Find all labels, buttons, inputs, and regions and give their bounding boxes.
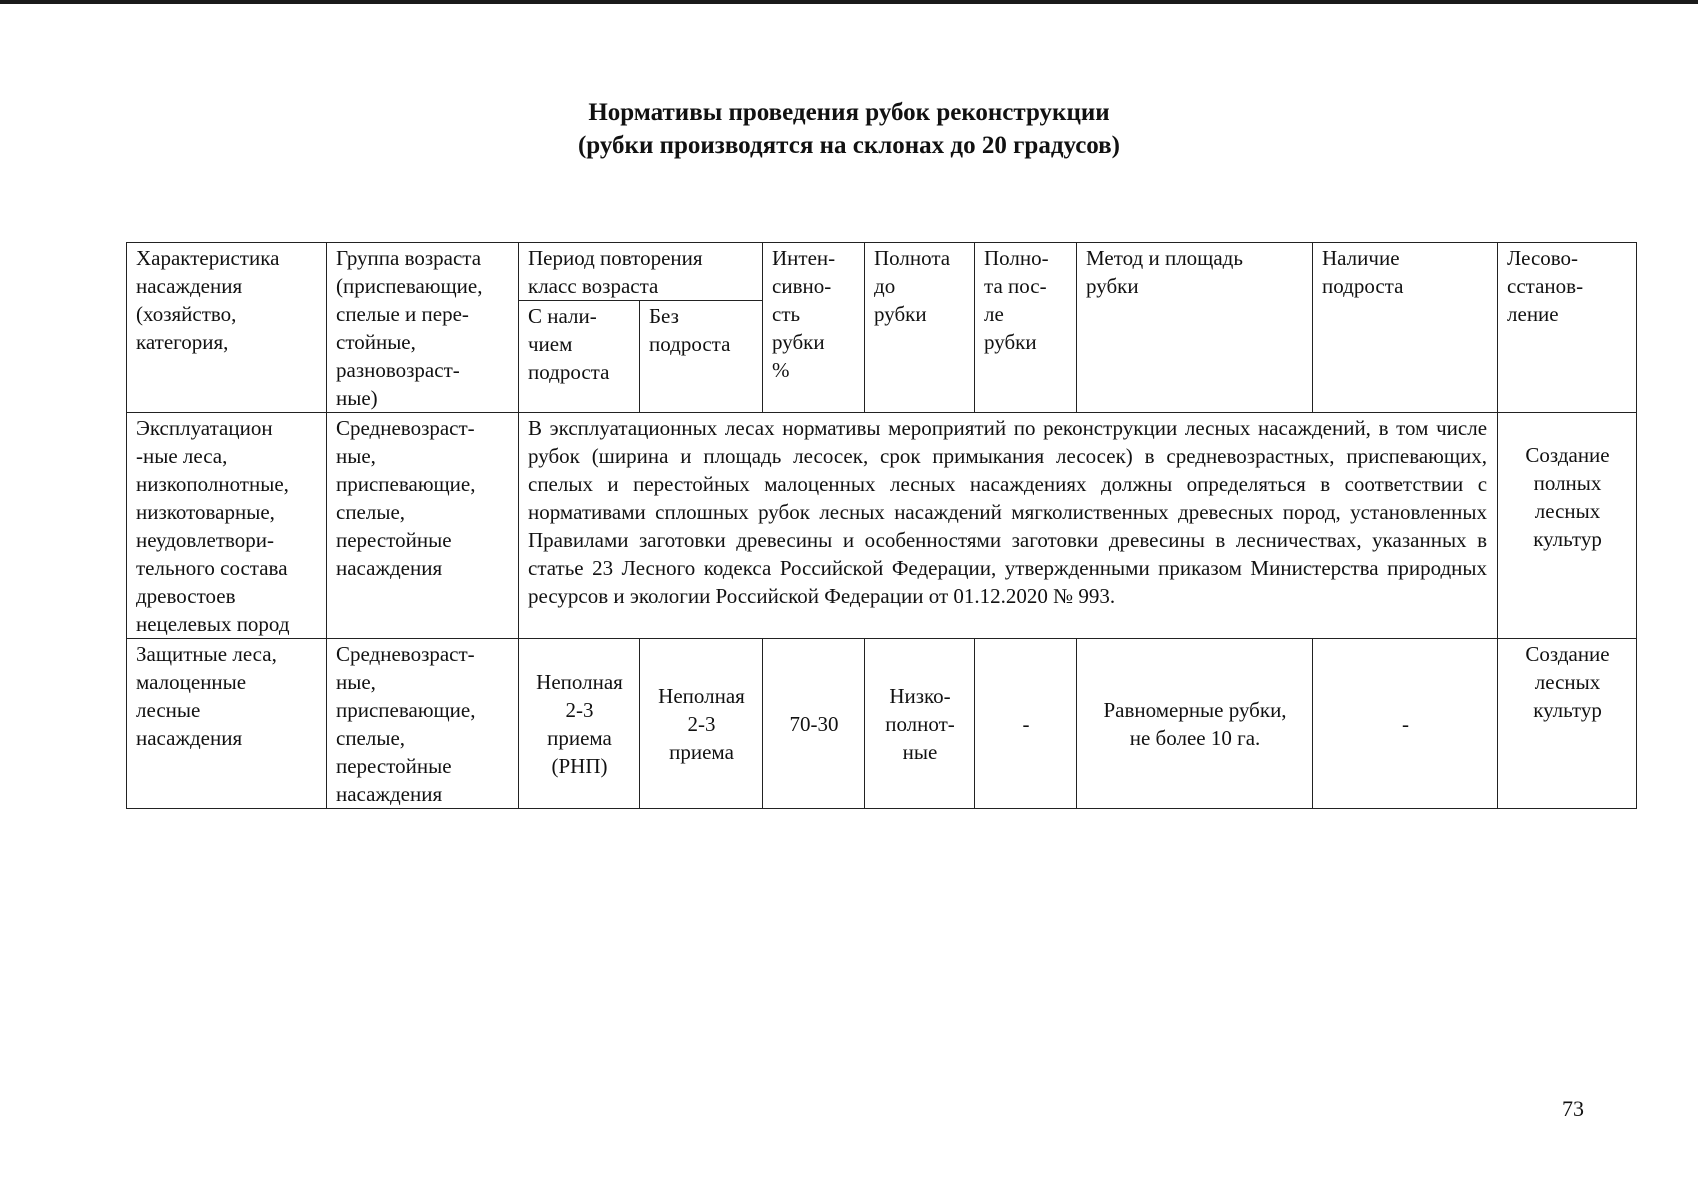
header-reforestation: Лесово- сстанов- ление: [1498, 243, 1637, 413]
header-density-before: Полнота до рубки: [865, 243, 975, 413]
header-age-group: Группа возраста (приспевающие, спелые и пере- стойные, разновозраст- ные): [327, 243, 519, 413]
row2-without-undergrowth: Неполная 2-3 приема: [640, 639, 763, 809]
title-line-1: Нормативы проведения рубок реконструкции: [588, 99, 1110, 126]
row2-density-before: Низко- полнот- ные: [865, 639, 975, 809]
row1-reforestation: Создание полных лесных культур: [1498, 413, 1637, 639]
header-row-1: [127, 243, 1637, 301]
header-without-undergrowth: Без подроста: [640, 301, 763, 413]
header-undergrowth-presence: Наличие подроста: [1313, 243, 1498, 413]
row2-reforestation: Создание лесных культур: [1498, 639, 1637, 809]
row1-characteristic: Эксплуатацион -ные леса, низкополнотные, низкотоварные, неудовлетвори- тельного состава древостоев нецелевых пород: [127, 413, 327, 639]
header-intensity: Интен- сивно- сть рубки %: [763, 243, 865, 413]
norms-table: [126, 242, 1637, 809]
header-density-after: Полно- та пос- ле рубки: [975, 243, 1077, 413]
row2-characteristic: Защитные леса, малоценные лесные насаждения: [127, 639, 327, 809]
row1-age-group: Средневозраст- ные, приспевающие, спелые, перестойные насаждения: [327, 413, 519, 639]
row2-method-area: Равномерные рубки, не более 10 га.: [1077, 639, 1313, 809]
row2-with-undergrowth: Неполная 2-3 приема (РНП): [519, 639, 640, 809]
row2-undergrowth-presence: -: [1313, 639, 1498, 809]
row2-age-group: Средневозраст- ные, приспевающие, спелые, перестойные насаждения: [327, 639, 519, 809]
header-with-undergrowth: С нали- чием подроста: [519, 301, 640, 413]
page-top-edge: [0, 0, 1698, 4]
row2-density-after: -: [975, 639, 1077, 809]
title-line-2: (рубки производятся на склонах до 20 градусов): [577, 132, 1121, 159]
header-repeat-period: Период повторения класс возраста: [519, 243, 763, 301]
table-row: [127, 639, 1637, 809]
document-title: [0, 96, 1698, 162]
row2-intensity: 70-30: [763, 639, 865, 809]
row1-merged-text: В эксплуатационных лесах нормативы мероприятий по реконструкции лесных насаждений, в том числе рубок (ширина и площадь лесосек, срок примыкания лесосек) в средневозрастных, приспевающих, спелых и перестойных малоценных лесных насаждениях должны определяться в соответствии с нормативами сплошных рубок лесных насаждений мягколиственных древесных пород, установленных Правилами заготовки древесины и особенностями заготовки древесины в лесничествах, указанных в статье 23 Лесного кодекса Российской Федерации, утвержденными приказом Министерства природных ресурсов и экологии Российской Федерации от 01.12.2020 № 993.: [519, 413, 1498, 639]
header-characteristic: Характеристика насаждения (хозяйство, категория,: [127, 243, 327, 413]
table-row: [127, 413, 1637, 639]
page-number: 73: [1562, 1096, 1584, 1121]
header-method-area: Метод и площадь рубки: [1077, 243, 1313, 413]
